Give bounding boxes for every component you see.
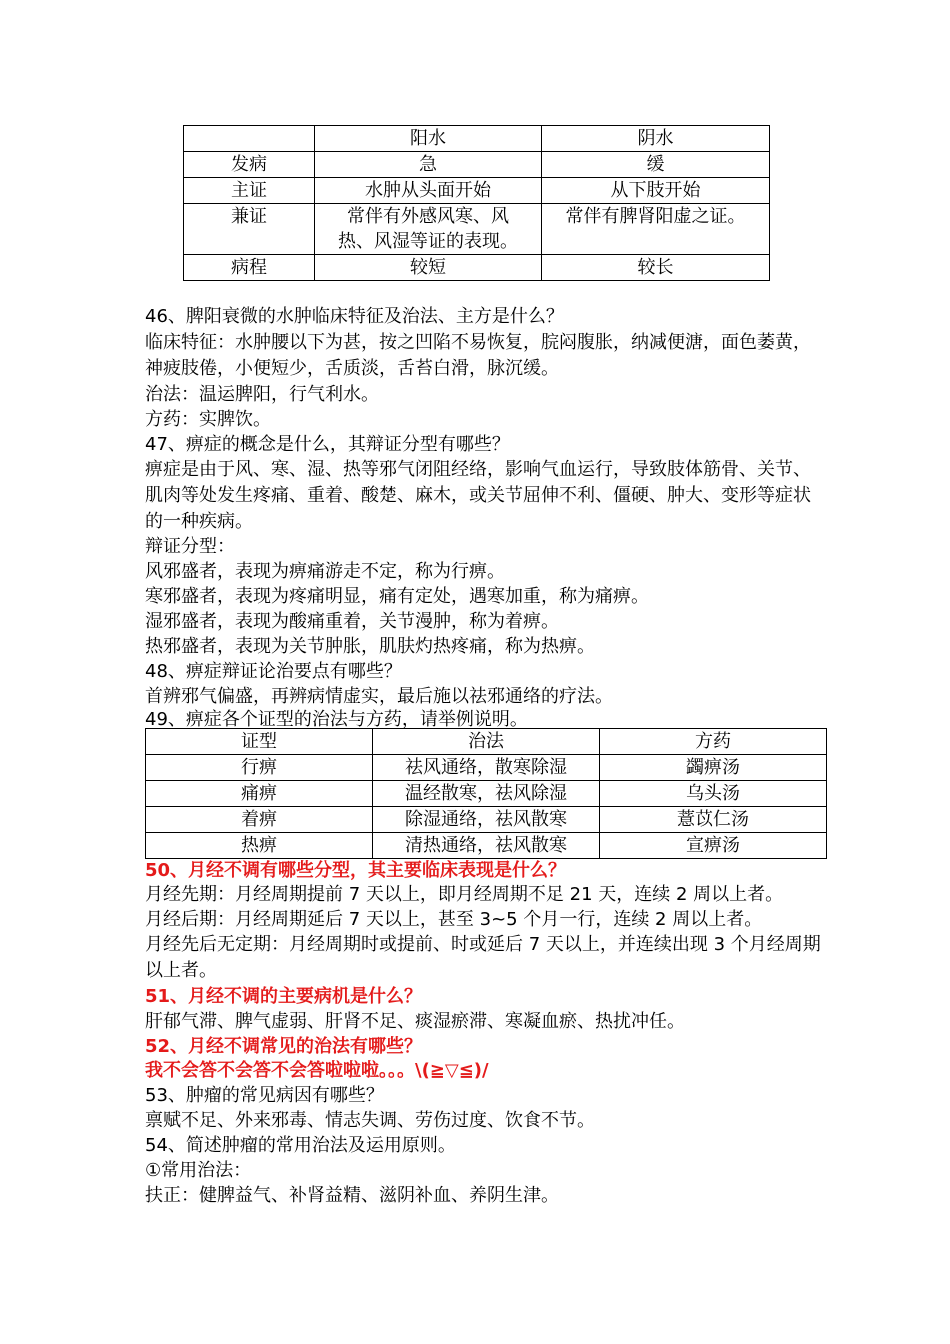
table-cell: 病程 [184,255,315,281]
table-cell: 阳水 [315,126,542,152]
answer-46-method: 治法：温运脾阳，行气利水。 [145,384,379,405]
table-cell: 缓 [542,152,770,178]
table-cell: 急 [315,152,542,178]
table-cell: 从下肢开始 [542,178,770,204]
answer-47-type: 寒邪盛者，表现为疼痛明显，痛有定处，遇寒加重，称为痛痹。 [145,586,649,607]
table-row [184,255,770,281]
question-53: 53、肿瘤的常见病因有哪些？ [145,1085,384,1106]
table-cell: 清热通络，祛风散寒 [373,833,600,859]
table-cell: 水肿从头面开始 [315,178,542,204]
answer-47-type: 风邪盛者，表现为痹痛游走不定，称为行痹。 [145,561,505,582]
question-47: 47、痹症的概念是什么，其辩证分型有哪些？ [145,434,510,455]
answer-46-features: 临床特征：水肿腰以下为甚，按之凹陷不易恢复，脘闷腹胀，纳减便溏，面色萎黄，神疲肢倦，小便短少，舌质淡，舌苔白滑，脉沉缓。 [145,332,811,379]
yang-yin-edema-table [183,125,770,281]
table-cell: 乌头汤 [600,781,827,807]
question-48: 48、痹症辩证论治要点有哪些？ [145,661,402,682]
table-cell: 祛风通络，散寒除湿 [373,755,600,781]
table-cell: 主证 [184,178,315,204]
answer-54-support: 扶正：健脾益气、补肾益精、滋阴补血、养阴生津。 [145,1185,559,1206]
answer-47-type: 湿邪盛者，表现为酸痛重着，关节漫肿，称为着痹。 [145,611,559,632]
question-52: 52、月经不调常见的治法有哪些？ [145,1036,423,1057]
table-row [184,204,770,255]
answer-48: 首辨邪气偏盛，再辨病情虚实，最后施以祛邪通络的疗法。 [145,686,613,707]
table-row [146,833,827,859]
bi-syndrome-treatment-table [145,728,827,859]
table-header-row [146,729,827,755]
table-cell: 兼证 [184,204,315,255]
answer-47-type: 热邪盛者，表现为关节肿胀，肌肤灼热疼痛，称为热痹。 [145,636,595,657]
answer-46-formula: 方药：实脾饮。 [145,409,271,430]
table-cell: 证型 [146,729,373,755]
answer-50-late: 月经后期：月经周期延后 7 天以上，甚至 3~5 个月一行，连续 2 周以上者。 [145,909,763,930]
table-row [146,781,827,807]
table-cell: 痛痹 [146,781,373,807]
table-cell: 宣痹汤 [600,833,827,859]
answer-47-types-title: 辩证分型： [145,536,235,557]
table-row [184,178,770,204]
question-51: 51、月经不调的主要病机是什么？ [145,986,423,1007]
table-cell: 蠲痹汤 [600,755,827,781]
table-cell: 较短 [315,255,542,281]
table-cell: 热痹 [146,833,373,859]
question-50: 50、月经不调有哪些分型，其主要临床表现是什么？ [145,860,567,881]
table-cell: 治法 [373,729,600,755]
table-row [184,152,770,178]
table-cell: 行痹 [146,755,373,781]
answer-51: 肝郁气滞、脾气虚弱、肝肾不足、痰湿瘀滞、寒凝血瘀、热扰冲任。 [145,1011,685,1032]
answer-50-early: 月经先期：月经周期提前 7 天以上，即月经周期不足 21 天，连续 2 周以上者。 [145,884,784,905]
question-49: 49、痹症各个证型的治法与方药，请举例说明。 [145,709,528,730]
table-cell: 温经散寒，祛风除湿 [373,781,600,807]
table-cell: 常伴有脾肾阳虚之证。 [542,204,770,255]
answer-50-irregular: 月经先后无定期：月经周期时或提前、时或延后 7 天以上，并连续出现 3 个月经周期以上者。 [145,934,821,981]
answer-53: 禀赋不足、外来邪毒、情志失调、劳伤过度、饮食不节。 [145,1110,595,1131]
question-46: 46、脾阳衰微的水肿临床特征及治法、主方是什么？ [145,306,564,327]
table-row [146,755,827,781]
answer-52: 我不会答不会答不会答啦啦啦。。。\(≧▽≦)/ [145,1060,489,1081]
question-54: 54、简述肿瘤的常用治法及运用原则。 [145,1135,456,1156]
table-row [146,807,827,833]
table-cell: 常伴有外感风寒、风热、风湿等证的表现。 [315,204,542,255]
table-cell: 除湿通络，祛风散寒 [373,807,600,833]
table-cell: 阴水 [542,126,770,152]
answer-54-subtitle: ①常用治法： [145,1160,252,1181]
table-header-row [184,126,770,152]
table-cell [184,126,315,152]
table-cell: 薏苡仁汤 [600,807,827,833]
table-cell: 方药 [600,729,827,755]
table-cell: 着痹 [146,807,373,833]
table-cell: 较长 [542,255,770,281]
table-cell: 发病 [184,152,315,178]
answer-47-concept: 痹症是由于风、寒、湿、热等邪气闭阻经络，影响气血运行，导致肢体筋骨、关节、肌肉等处发生疼痛、重着、酸楚、麻木，或关节屈伸不利、僵硬、肿大、变形等症状的一种疾病。 [145,459,811,532]
